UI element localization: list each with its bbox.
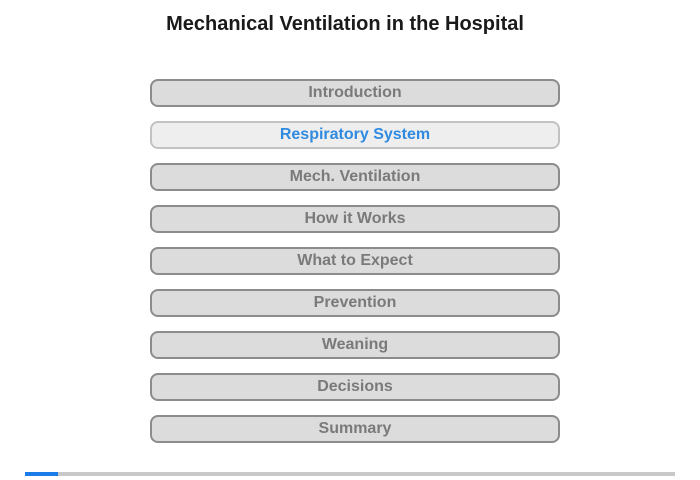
menu-item-how-it-works[interactable]: How it Works: [150, 205, 560, 233]
menu-item-decisions[interactable]: Decisions: [150, 373, 560, 401]
progress-bar: [25, 472, 675, 476]
menu-item-introduction[interactable]: Introduction: [150, 79, 560, 107]
menu-item-summary[interactable]: Summary: [150, 415, 560, 443]
menu-item-what-to-expect[interactable]: What to Expect: [150, 247, 560, 275]
menu-item-prevention[interactable]: Prevention: [150, 289, 560, 317]
chapter-menu: [150, 79, 560, 457]
menu-item-weaning[interactable]: Weaning: [150, 331, 560, 359]
page-title: Mechanical Ventilation in the Hospital: [166, 13, 524, 35]
progress-bar-fill: [25, 472, 58, 476]
menu-item-respiratory-system[interactable]: Respiratory System: [150, 121, 560, 149]
menu-item-mech-ventilation[interactable]: Mech. Ventilation: [150, 163, 560, 191]
